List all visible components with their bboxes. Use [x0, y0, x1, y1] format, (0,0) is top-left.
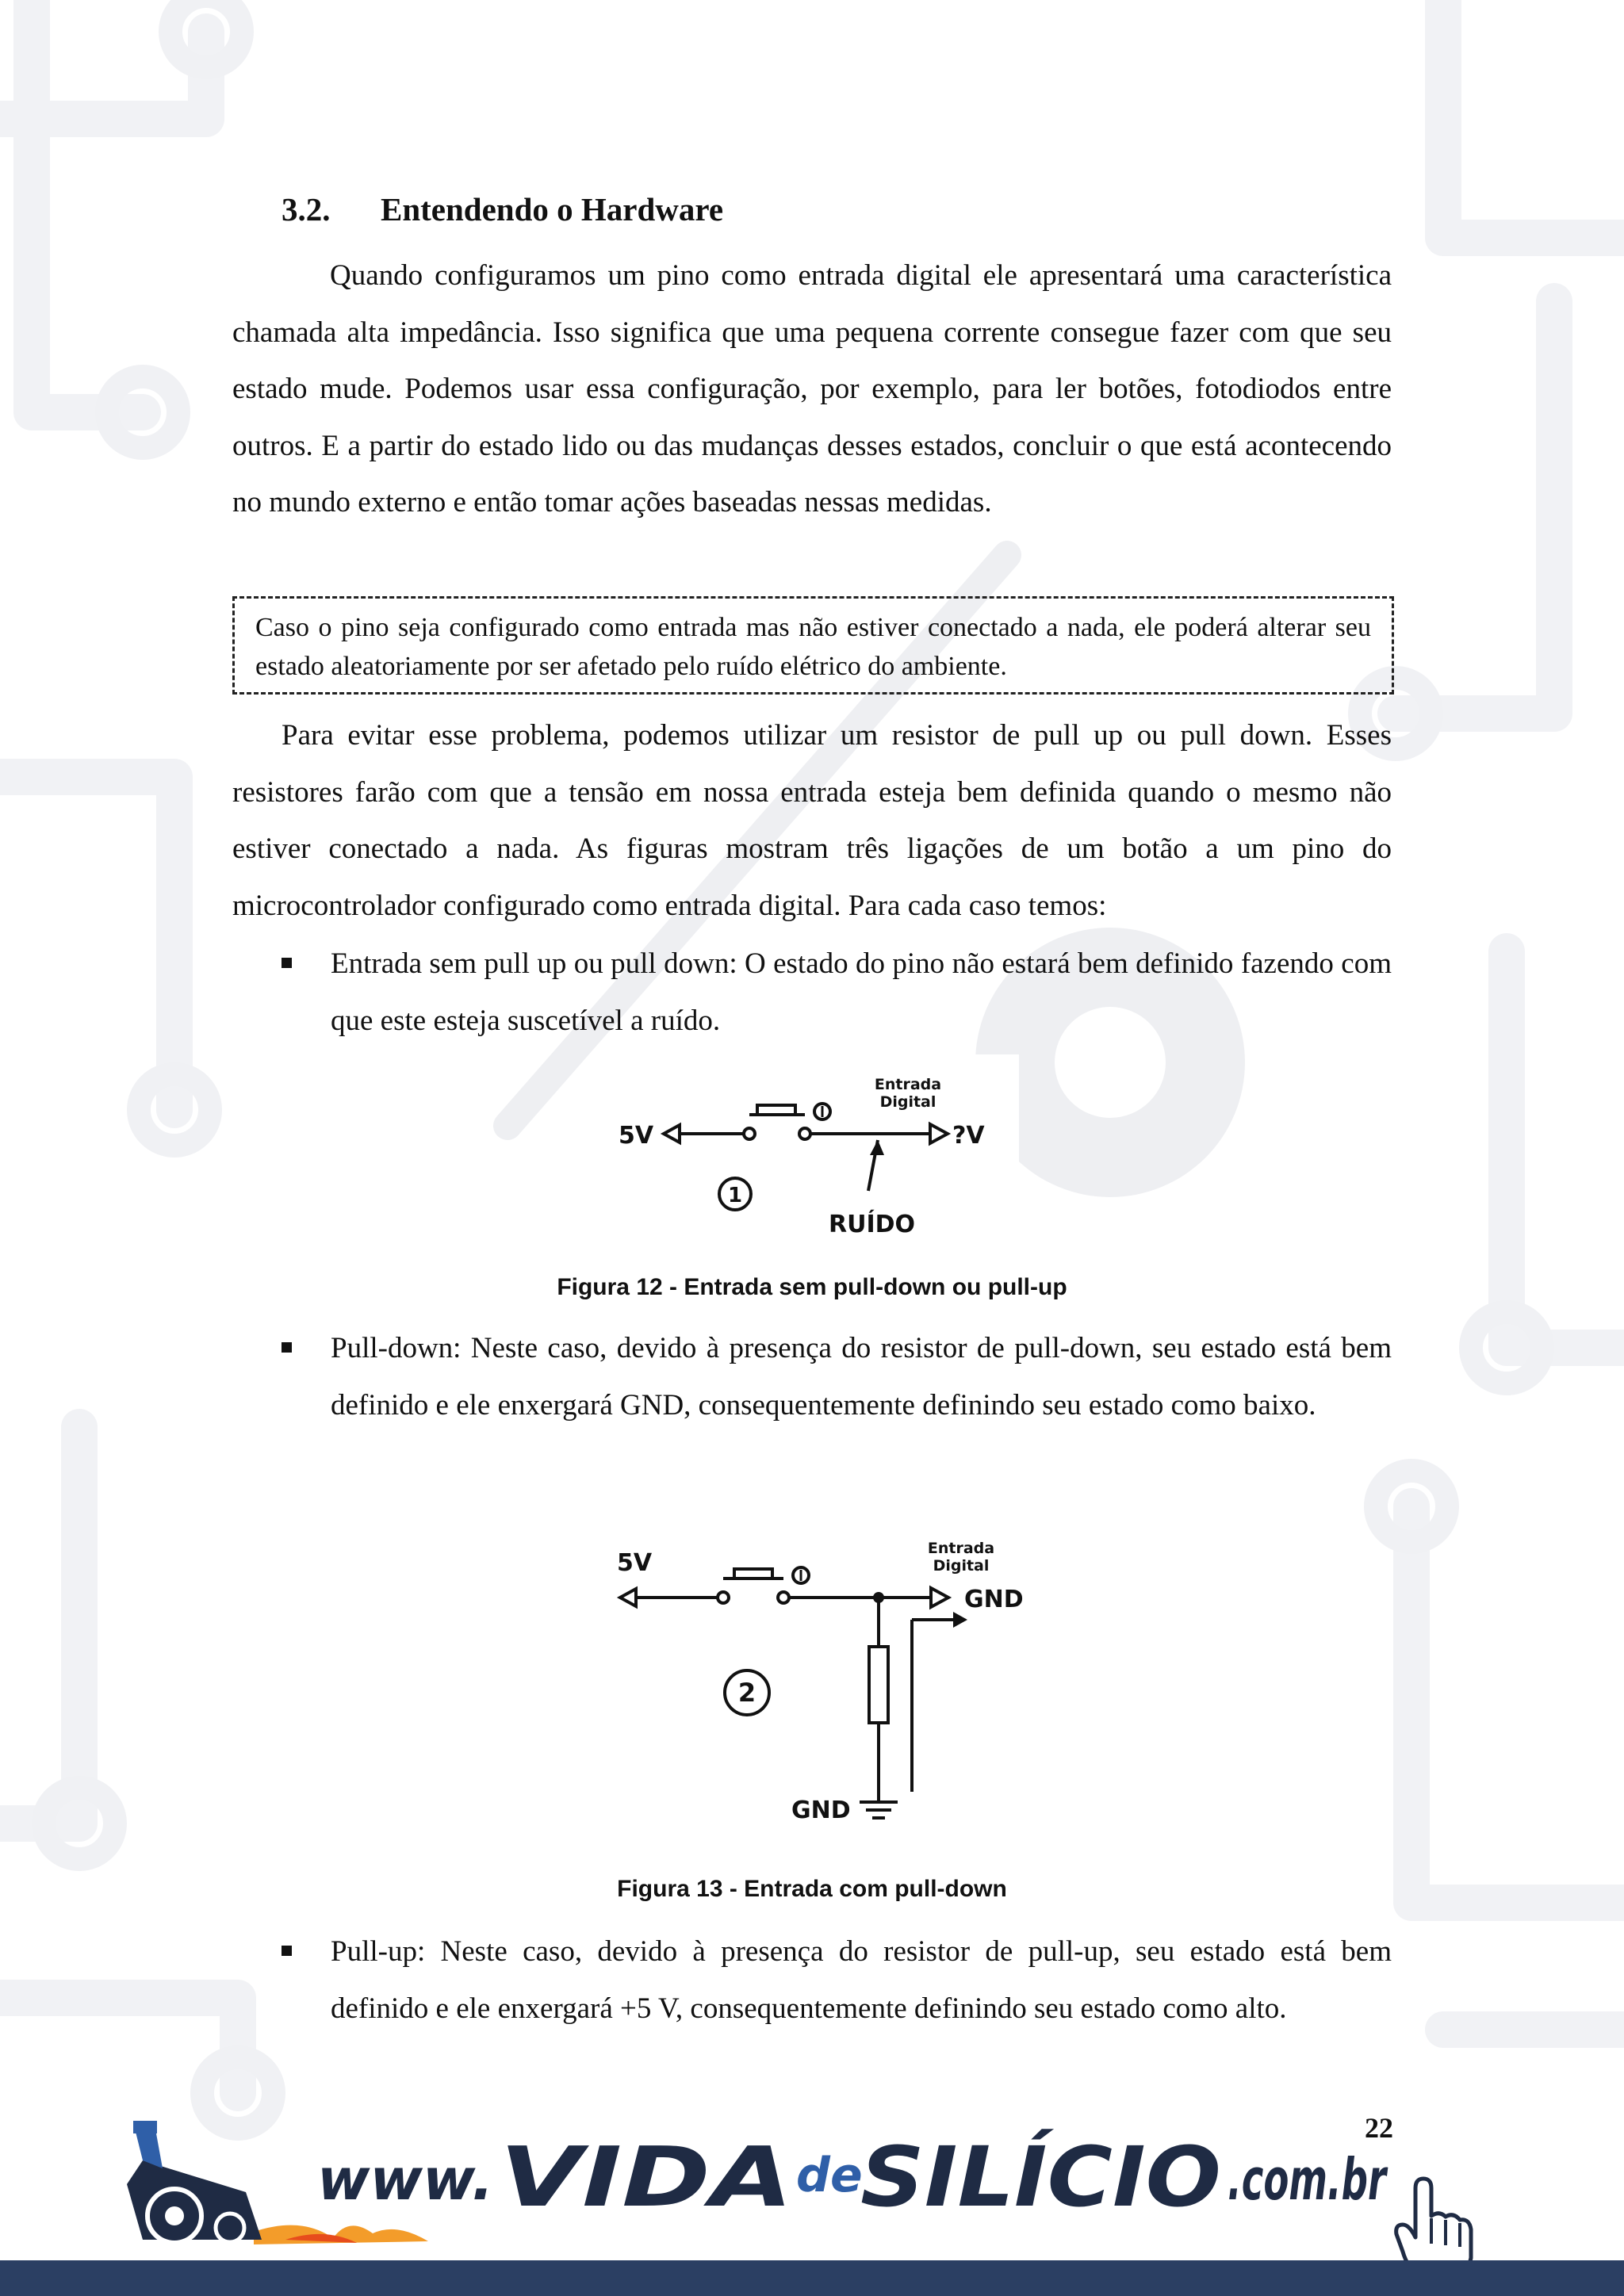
page-number: 22 — [1365, 2112, 1393, 2144]
site-logo-brand-de: de — [796, 2148, 863, 2203]
figure-pull-down-circuit — [604, 1526, 1032, 1843]
fig1-number: 1 — [727, 1184, 743, 1207]
section-number: 3.2. — [282, 191, 331, 228]
fig2-number: 2 — [737, 1678, 756, 1708]
site-logo-prefix: www. — [317, 2146, 494, 2213]
figure-12-caption: Figura 12 - Entrada sem pull-down ou pull-up — [557, 1274, 1067, 1300]
bullet-square-icon — [282, 1342, 292, 1353]
footer-bar — [0, 2260, 1624, 2296]
fig2-input-label-line1: Entrada — [927, 1540, 995, 1557]
intro-paragraph: Quando configuramos um pino como entrada digital ele apresentará uma característica chamada alta impedância. Isso significa que uma pequena corrente consegue fazer com que seu estado mude. Podemos usar essa configuração, por exemplo, para ler botões, fotodiodos entre outros. E a partir do estado lido ou das mudanças desses estados, concluir o que está acontecendo no mundo externo e então tomar ações baseadas nessas medidas. — [232, 259, 1392, 519]
list-item-text: Pull-down: Neste caso, devido à presença do resistor de pull-down, seu estado está bem definido e ele enxergará GND, consequentemente definindo seu estado como baixo. — [331, 1332, 1392, 1422]
list-item-text: Entrada sem pull up ou pull down: O estado do pino não estará bem definido fazendo com que este esteja suscetível a ruído. — [331, 947, 1392, 1037]
fig2-input-label-line2: Digital — [933, 1557, 990, 1575]
fig1-input-label-line2: Digital — [879, 1093, 936, 1111]
figure-13-caption: Figura 13 - Entrada com pull-down — [617, 1876, 1007, 1902]
section-heading — [282, 190, 723, 228]
list-item-text: Pull-up: Neste caso, devido à presença do resistor de pull-up, seu estado está bem definido e ele enxergará +5 V, consequentemente definindo seu estado como alto. — [331, 1935, 1392, 2025]
noise-warning-box: Caso o pino seja configurado como entrada mas não estiver conectado a nada, ele poderá alterar seu estado aleatoriamente por ser afetado pelo ruído elétrico do ambiente. — [232, 596, 1394, 695]
bullet-square-icon — [282, 958, 292, 968]
fig1-noise-label: RUÍDO — [829, 1211, 916, 1238]
pull-resistor-paragraph: Para evitar esse problema, podemos utilizar um resistor de pull up ou pull down. Esses resistores farão com que a tensão em nossa entrada esteja bem definida quando o mesmo não estiver conectado a nada. As figuras mostram três ligações de um botão a um pino do microcontrolador configurado como entrada digital. Para cada caso temos: — [232, 719, 1392, 922]
site-logo-suffix: .com.br — [1228, 2146, 1388, 2213]
fig2-source-label: 5V — [617, 1549, 653, 1577]
bullet-square-icon — [282, 1946, 292, 1956]
fig1-input-label-line1: Entrada — [874, 1076, 942, 1093]
site-logo-brand-1: VIDA — [500, 2129, 793, 2225]
fig2-pin-value: GND — [964, 1586, 1024, 1613]
fig2-ground-label: GND — [791, 1797, 851, 1824]
site-logo — [317, 2129, 1388, 2225]
figure-no-pull-circuit — [607, 1054, 1019, 1256]
section-title: Entendendo o Hardware — [381, 191, 724, 228]
site-logo-brand-2: SILÍCIO — [860, 2129, 1221, 2225]
fig1-pin-value: ?V — [952, 1122, 985, 1150]
fig1-source-label: 5V — [619, 1122, 654, 1150]
